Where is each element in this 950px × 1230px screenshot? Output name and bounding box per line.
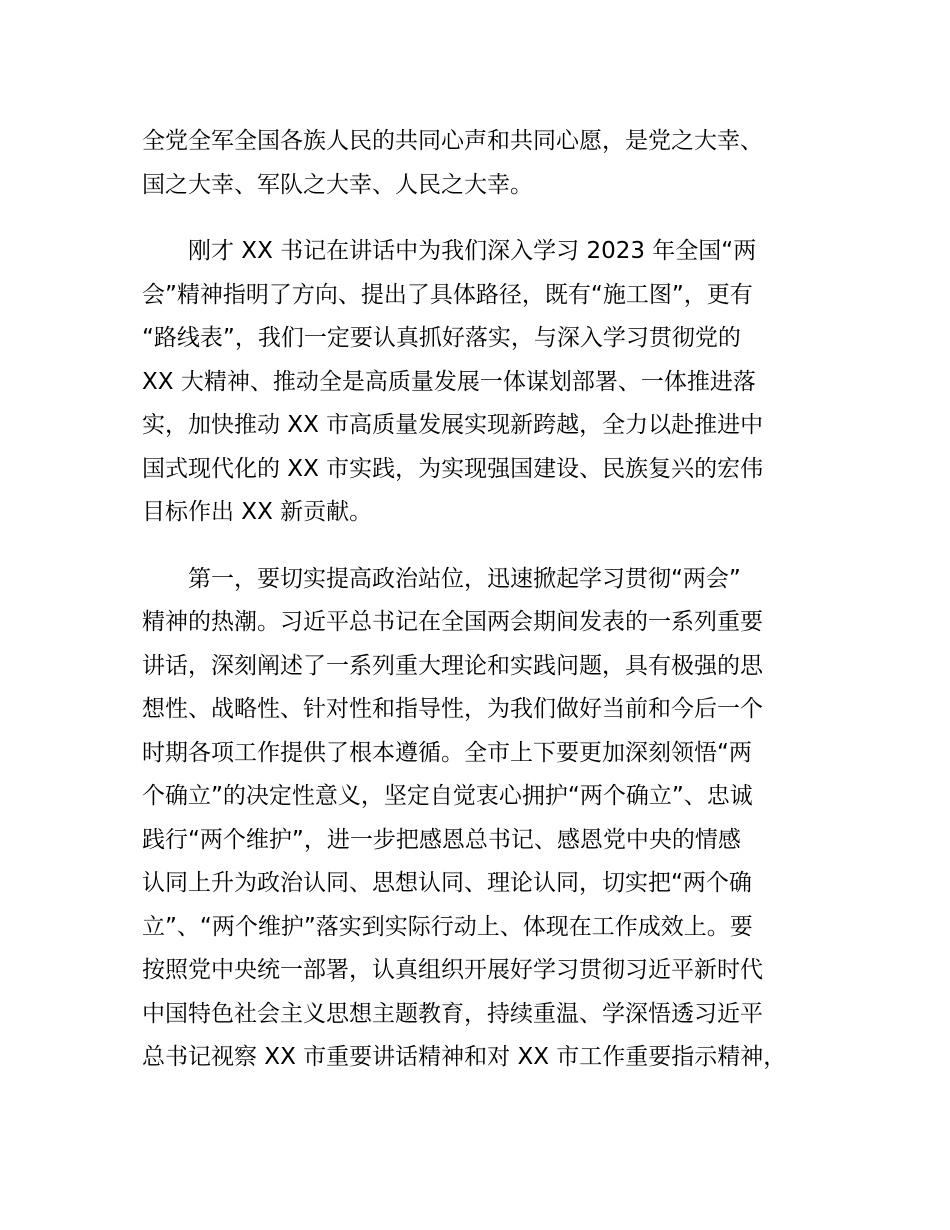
- text-line: 立”、“两个维护”落实到实际行动上、体现在工作成效上。要: [142, 913, 753, 940]
- text-line: 讲话，深刻阐述了一系列重大理论和实践问题，具有极强的思: [142, 652, 763, 679]
- text-line: XX 大精神、推动全是高质量发展一体谋划部署、一体推进落: [142, 368, 756, 395]
- text-line: 刚才 XX 书记在讲话中为我们深入学习 2023 年全国“两: [142, 238, 757, 264]
- text-line: 按照党中央统一部署，认真组织开展好学习贯彻习近平新时代: [142, 957, 763, 983]
- text-line: 中国特色社会主义思想主题教育，持续重温、学深悟透习近平: [142, 1000, 763, 1027]
- text-line: 个确立”的决定性意义，坚定自觉衷心拥护“两个确立”、忠诚: [142, 783, 753, 809]
- text-line: 国式现代化的 XX 市实践，为实现强国建设、民族复兴的宏伟: [142, 455, 764, 482]
- text-line: 践行“两个维护”，进一步把感恩总书记、感恩党中央的情感: [142, 826, 741, 853]
- paragraph-secretary-speech: [142, 230, 832, 535]
- text-line: 会”精神指明了方向、提出了具体路径，既有“施工图”，更有: [142, 281, 753, 308]
- text-line: 国之大幸、军队之大幸、人民之大幸。: [142, 171, 533, 198]
- text-line: 精神的热潮。习近平总书记在全国两会期间发表的一系列重要: [142, 609, 763, 635]
- text-line: 目标作出 XX 新贡献。: [142, 499, 373, 525]
- paragraph-intro-continuation: [142, 120, 832, 207]
- text-line: 实，加快推动 XX 市高质量发展实现新跨越，全力以赴推进中: [142, 412, 764, 438]
- text-line: 全党全军全国各族人民的共同心声和共同心愿，是党之大幸、: [142, 128, 763, 154]
- text-line: 认同上升为政治认同、思想认同、理论认同，切实把“两个确: [142, 870, 752, 896]
- text-line: 想性、战略性、针对性和指导性，为我们做好当前和今后一个: [142, 696, 763, 722]
- text-line: 第一，要切实提高政治站位，迅速掀起学习贯彻“两会”: [142, 565, 741, 592]
- paragraph-spacing: [142, 207, 832, 230]
- paragraph-first-point: [142, 558, 832, 1080]
- paragraph-spacing: [142, 535, 832, 558]
- text-line: 总书记视察 XX 市重要讲话精神和对 XX 市工作重要指示精神，: [142, 1044, 787, 1070]
- document-body: [142, 120, 832, 1080]
- text-line: “路线表”，我们一定要认真抓好落实，与深入学习贯彻党的: [142, 325, 741, 351]
- text-line: 时期各项工作提供了根本遵循。全市上下要更加深刻领悟“两: [142, 739, 752, 766]
